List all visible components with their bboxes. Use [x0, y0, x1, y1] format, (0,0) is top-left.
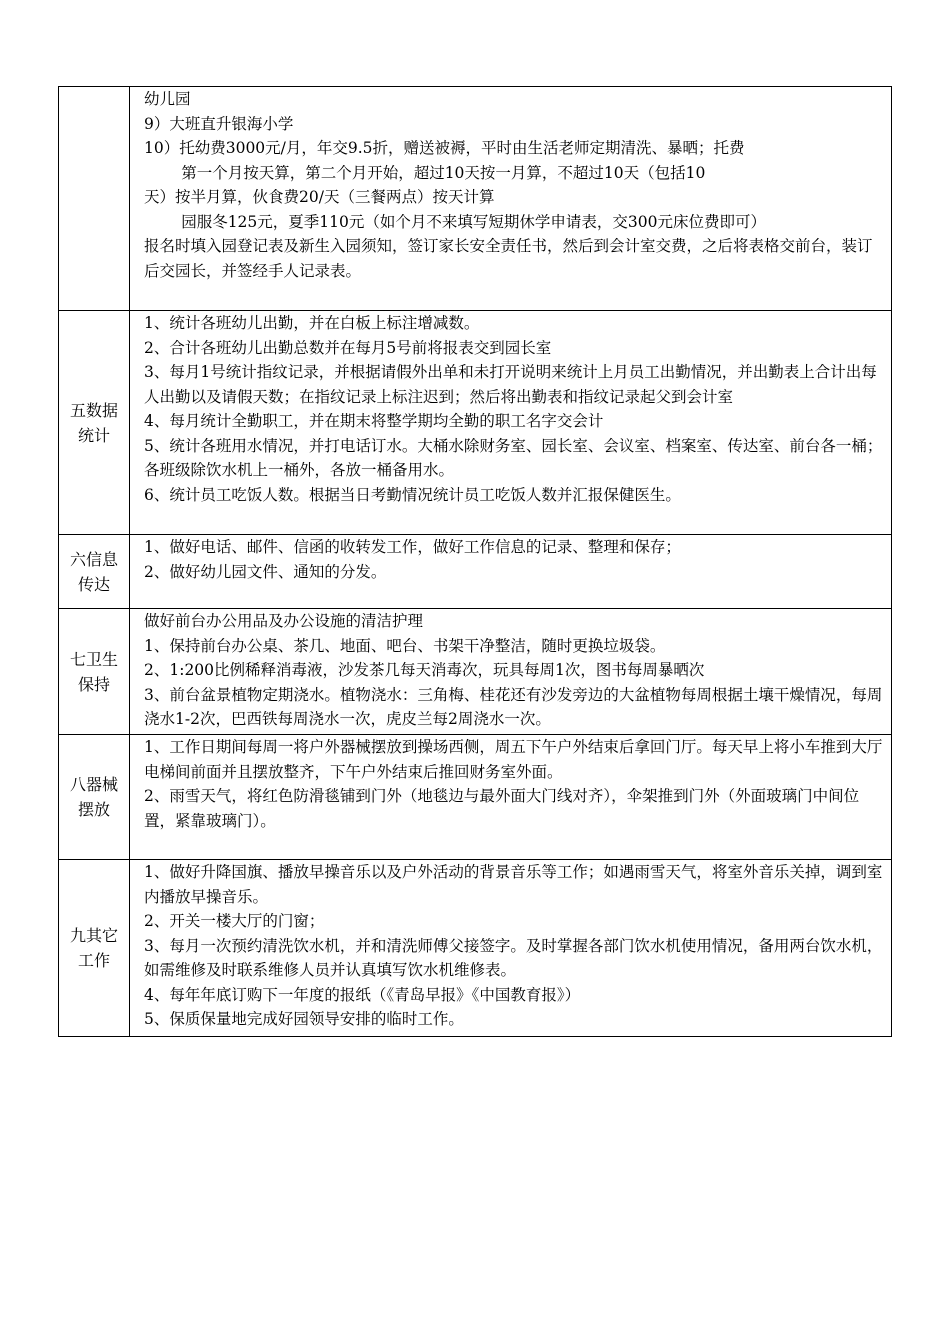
row-label: 七卫生保持 [59, 609, 130, 735]
row-label: 八器械摆放 [59, 735, 130, 860]
table-row [59, 735, 892, 860]
row-content: 做好前台办公用品及办公设施的清洁护理 1、保持前台办公桌、茶几、地面、吧台、书架干净整洁，随时更换垃圾袋。 2、1:200比例稀释消毒液，沙发茶几每天消毒次，玩具每周1次，图书每周暴晒次 3、前台盆景植物定期浇水。植物浇水：三角梅、桂花还有沙发旁边的大盆植物每周根据土壤干燥情况，每周浇水1-2次，巴西铁每周浇水一次，虎皮兰每2周浇水一次。 [130, 609, 892, 735]
table-row [59, 87, 892, 311]
row-label [59, 87, 130, 311]
row-label: 五数据统计 [59, 311, 130, 535]
row-content: 幼儿园 9）大班直升银海小学 10）托幼费3000元/月，年交9.5折，赠送被褥，平时由生活老师定期清洗、暴晒；托费 第一个月按天算，第二个月开始，超过10天按一月算，不超过10天（包括10 天）按半月算，伙食费20/天（三餐两点）按天计算 园服冬125元，夏季110元（如个月不来填写短期休学申请表，交300元床位费即可） 报名时填入园登记表及新生入园须知，签订家长安全责任书，然后到会计室交费，之后将表格交前台，装订后交园长，并签经手人记录表。 [130, 87, 892, 311]
row-content: 1、做好升降国旗、播放早操音乐以及户外活动的背景音乐等工作；如遇雨雪天气，将室外音乐关掉，调到室内播放早操音乐。 2、开关一楼大厅的门窗； 3、每月一次预约清洗饮水机，并和清洗师傅父接签字。及时掌握各部门饮水机使用情况，备用两台饮水机，如需维修及时联系维修人员并认真填写饮水机维修表。 4、每年年底订购下一年度的报纸（《青岛早报》《中国教育报》） 5、保质保量地完成好园领导安排的临时工作。 [130, 860, 892, 1037]
duty-table [58, 86, 892, 1037]
table-row [59, 609, 892, 735]
row-content: 1、做好电话、邮件、信函的收转发工作，做好工作信息的记录、整理和保存； 2、做好幼儿园文件、通知的分发。 [130, 535, 892, 609]
row-content: 1、统计各班幼儿出勤，并在白板上标注增减数。 2、合计各班幼儿出勤总数并在每月5号前将报表交到园长室 3、每月1号统计指纹记录，并根据请假外出单和未打开说明来统计上月员工出勤情况，并出勤表上合计出每人出勤以及请假天数；在指纹记录上标注迟到；然后将出勤表和指纹记录起父到会计室 4、每月统计全勤职工，并在期末将整学期均全勤的职工名字交会计 5、统计各班用水情况，并打电话订水。大桶水除财务室、园长室、会议室、档案室、传达室、前台各一桶；各班级除饮水机上一桶外，各放一桶备用水。 6、统计员工吃饭人数。根据当日考勤情况统计员工吃饭人数并汇报保健医生。 [130, 311, 892, 535]
table-row [59, 311, 892, 535]
row-content: 1、工作日期间每周一将户外器械摆放到操场西侧，周五下午户外结束后拿回门厅。每天早上将小车推到大厅电梯间前面并且摆放整齐，下午户外结束后推回财务室外面。 2、雨雪天气，将红色防滑毯铺到门外（地毯边与最外面大门线对齐），伞架推到门外（外面玻璃门中间位置，紧靠玻璃门）。 [130, 735, 892, 860]
row-label: 六信息传达 [59, 535, 130, 609]
row-label: 九其它工作 [59, 860, 130, 1037]
table-row [59, 860, 892, 1037]
table-row [59, 535, 892, 609]
